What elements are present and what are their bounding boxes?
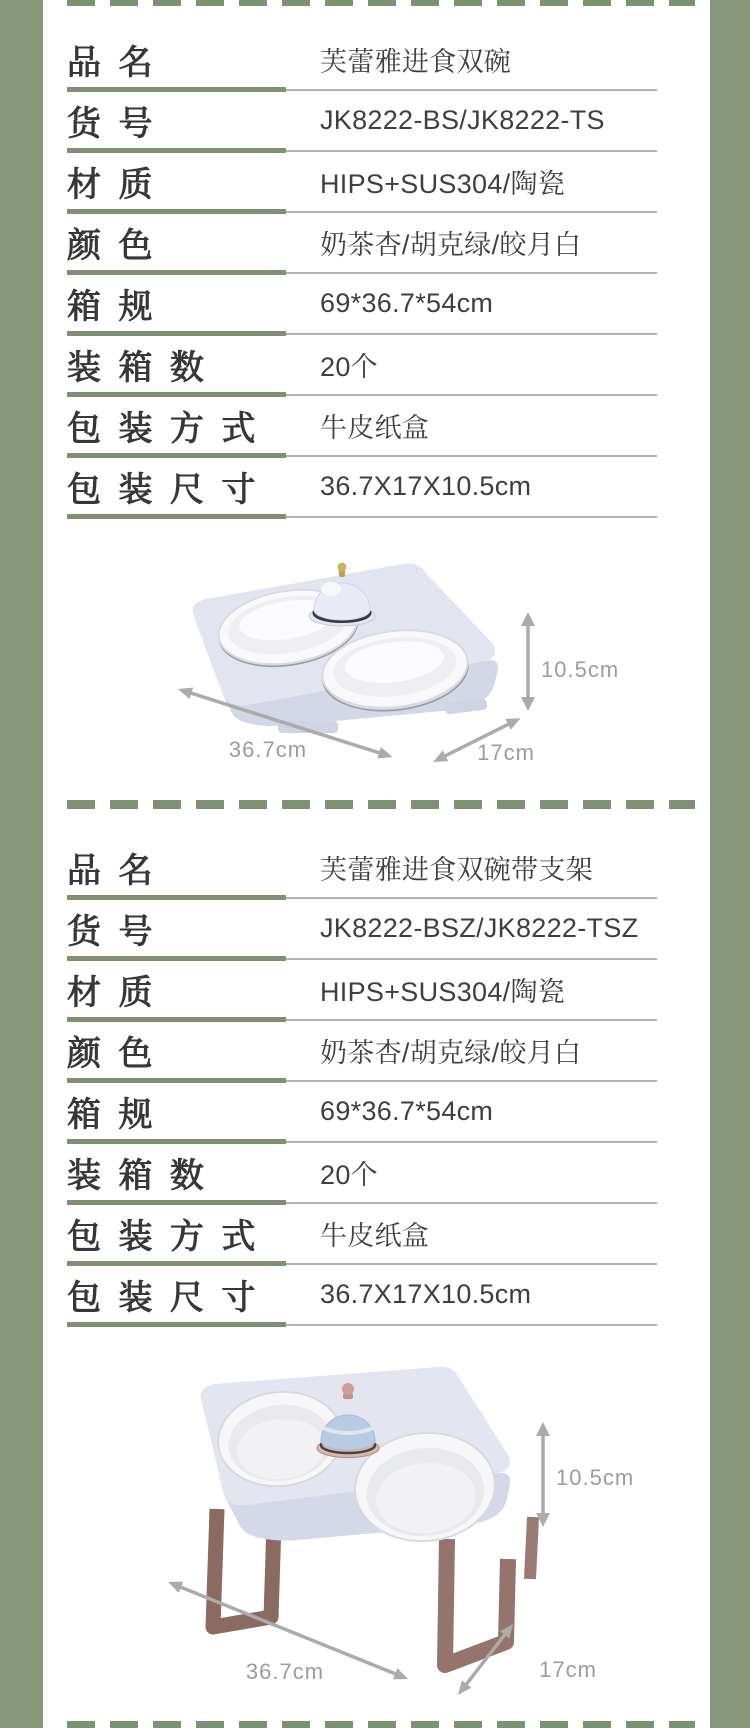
spec-value-product-name: 芙蕾雅进食双碗 [320,46,512,77]
spec-label-material: 材 质 [67,973,157,1012]
width-dimension-label: 17cm [539,1657,597,1682]
spec-label-color: 颜 色 [67,226,157,265]
spec-label-packing-quantity: 装 箱 数 [67,1156,208,1195]
spec-label-packaging-method: 包 装 方 式 [67,1217,260,1256]
spec-label-packaging-size: 包 装 尺 寸 [67,1278,260,1317]
section-dashed-divider [67,800,695,809]
spec-row-carton-size [67,1083,657,1144]
spec-row-item-number [67,92,657,153]
spec-row-carton-size [67,275,657,336]
height-dimension-label: 10.5cm [556,1464,635,1490]
top-dashed-divider [67,0,695,6]
spec-row-product-name [67,31,657,92]
stand-right-leg [445,1539,508,1665]
bottom-dashed-divider [67,1721,695,1728]
spec-row-item-number [67,900,657,961]
product-photo-double-bowl [43,519,710,800]
product-photo-double-bowl-with-stand [43,1327,710,1721]
spec-row-packaging-size [67,458,657,519]
spec-value-packaging-size: 36.7X17X10.5cm [320,1278,532,1309]
spec-table-bowl-with-stand [67,839,657,1327]
spec-value-packing-quantity: 20个 [320,351,378,382]
length-dimension-label: 36.7cm [228,737,308,762]
spec-label-carton-size: 箱 规 [67,287,157,326]
spec-row-color [67,214,657,275]
spec-row-packaging-method [67,397,657,458]
double-pet-bowl-illustration [43,519,710,800]
spec-label-product-name: 品 名 [67,43,157,82]
spec-value-carton-size: 69*36.7*54cm [320,287,494,318]
spec-label-packaging-method: 包 装 方 式 [67,409,260,448]
spec-value-product-name: 芙蕾雅进食双碗带支架 [320,854,593,885]
spec-value-material: HIPS+SUS304/陶瓷 [320,976,566,1007]
spec-row-product-name [67,839,657,900]
spec-value-packaging-size: 36.7X17X10.5cm [320,470,532,501]
spec-row-packing-quantity [67,336,657,397]
stand-back-leg [530,1517,533,1579]
spec-label-packaging-size: 包 装 尺 寸 [67,470,260,509]
height-dimension-label: 10.5cm [541,656,620,682]
spec-label-carton-size: 箱 规 [67,1095,157,1134]
spec-value-color: 奶茶杏/胡克绿/皎月白 [320,1037,582,1068]
spec-label-material: 材 质 [67,165,157,204]
spec-label-item-number: 货 号 [67,912,157,951]
spec-row-material [67,153,657,214]
spec-value-item-number: JK8222-BSZ/JK8222-TSZ [320,912,639,943]
double-pet-bowl-stand-illustration [43,1327,710,1721]
spec-label-color: 颜 色 [67,1034,157,1073]
height-dimension-arrow [521,612,535,711]
spec-table-bowl [67,31,657,519]
spec-value-packing-quantity: 20个 [320,1159,378,1190]
spec-value-material: HIPS+SUS304/陶瓷 [320,168,566,199]
length-dimension-label: 36.7cm [245,1659,325,1684]
spec-label-product-name: 品 名 [67,851,157,890]
spec-label-packing-quantity: 装 箱 数 [67,348,208,387]
spec-value-color: 奶茶杏/胡克绿/皎月白 [320,229,582,260]
spec-label-item-number: 货 号 [67,104,157,143]
spec-row-color [67,1022,657,1083]
spec-value-packaging-method: 牛皮纸盒 [320,1220,430,1251]
spec-row-material [67,961,657,1022]
height-dimension-arrow [536,1422,550,1527]
spec-value-carton-size: 69*36.7*54cm [320,1095,494,1126]
spec-row-packaging-method [67,1205,657,1266]
spec-value-item-number: JK8222-BS/JK8222-TS [320,104,605,135]
spec-row-packaging-size [67,1266,657,1327]
spec-sheet-content [43,0,710,1728]
spec-value-packaging-method: 牛皮纸盒 [320,412,430,443]
width-dimension-label: 17cm [477,740,535,765]
spec-row-packing-quantity [67,1144,657,1205]
